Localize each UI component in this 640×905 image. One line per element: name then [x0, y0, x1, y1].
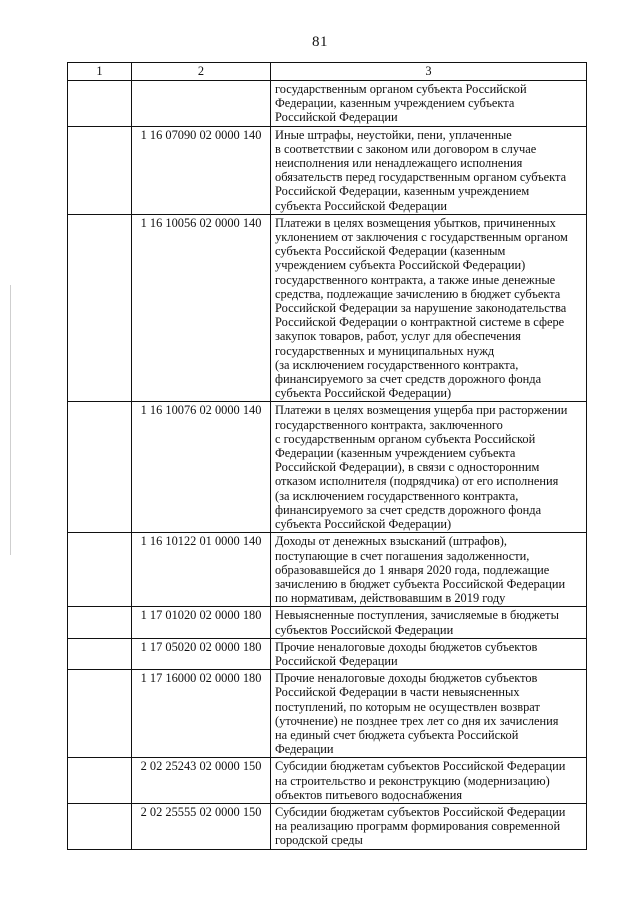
description-line: Российской Федерации за нарушение законодательства	[275, 301, 567, 316]
description-line: Федерации (казенным учреждением субъекта	[275, 446, 516, 461]
table-row	[68, 638, 587, 669]
description-line: государственным органом субъекта Российской	[275, 82, 527, 96]
revenue-description	[271, 638, 587, 669]
row-col-1	[68, 402, 132, 533]
row-col-1	[68, 670, 132, 758]
table-row	[68, 607, 587, 638]
revenue-code: 1 17 16000 02 0000 180	[132, 670, 271, 758]
description-line: Иные штрафы, неустойки, пени, уплаченные	[275, 127, 512, 142]
revenue-description	[271, 803, 587, 849]
description-line: субъектов Российской Федерации	[275, 622, 454, 637]
revenue-code: 1 17 01020 02 0000 180	[132, 607, 271, 638]
description-line: Субсидии бюджетам субъектов Российской Федерации	[275, 804, 566, 819]
page-number: 81	[312, 34, 328, 50]
scan-edge-mark	[10, 285, 11, 555]
description-line: Российской Федерации в части невыясненных	[275, 685, 520, 700]
header-col-2: 2	[132, 63, 271, 81]
revenue-description	[271, 214, 587, 402]
revenue-code: 1 16 10122 01 0000 140	[132, 533, 271, 607]
description-line: Прочие неналоговые доходы бюджетов субъектов	[275, 639, 538, 654]
description-line: поступающие в счет погашения задолженности,	[275, 548, 530, 563]
description-line: Российской Федерации), в связи с односторонним	[275, 460, 540, 475]
table-row	[68, 402, 587, 533]
revenue-code: 2 02 25243 02 0000 150	[132, 758, 271, 804]
description-line: Невыясненные поступления, зачисляемые в бюджеты	[275, 608, 559, 623]
description-line: Платежи в целях возмещения ущерба при расторжении	[275, 403, 568, 418]
description-line: обязательств перед государственным органом субъекта	[275, 170, 567, 185]
description-line: государственного контракта, а также иные денежные	[275, 272, 556, 287]
description-line: субъекта Российской Федерации	[275, 198, 447, 213]
revenue-description	[271, 670, 587, 758]
description-line: средства, подлежащие зачислению в бюджет субъекта	[275, 286, 561, 301]
revenue-codes-table	[67, 62, 587, 850]
row-col-1	[68, 607, 132, 638]
description-line: городской среды	[275, 833, 363, 848]
revenue-code: 1 16 10076 02 0000 140	[132, 402, 271, 533]
description-line: Платежи в целях возмещения убытков, причиненных	[275, 215, 556, 230]
description-line: поступлений, по которым не осуществлен возврат	[275, 699, 540, 714]
description-line: Прочие неналоговые доходы бюджетов субъектов	[275, 671, 538, 686]
table-row	[68, 533, 587, 607]
row-col-1	[68, 803, 132, 849]
table-row	[68, 803, 587, 849]
description-line: финансируемого за счет средств дорожного фонда	[275, 502, 542, 517]
description-line: субъекта Российской Федерации (казенным	[275, 244, 506, 259]
description-line: в соответствии с законом или договором в случае	[275, 141, 537, 156]
description-line: государственных и муниципальных нужд	[275, 343, 495, 358]
row-col-1	[68, 214, 132, 402]
description-line: неисполнения или ненадлежащего исполнения	[275, 156, 523, 171]
table-row	[68, 670, 587, 758]
description-line: (уточнение) не позднее трех лет со дня их зачисления	[275, 713, 559, 728]
row-col-1	[68, 533, 132, 607]
table-row	[68, 214, 587, 402]
description-line: с государственным органом субъекта Российской	[275, 431, 536, 446]
revenue-code: 1 16 07090 02 0000 140	[132, 126, 271, 214]
revenue-description	[271, 533, 587, 607]
description-line: (за исключением государственного контракта,	[275, 357, 519, 372]
description-line: Российской Федерации	[275, 653, 398, 668]
row-col-1	[68, 81, 132, 127]
revenue-description	[271, 402, 587, 533]
description-line: уклонением от заключения с государственным органом	[275, 230, 568, 245]
description-line: Российской Федерации, казенным учреждением	[275, 184, 530, 199]
description-line: Российской Федерации о контрактной системе в сфере	[275, 315, 565, 330]
description-line: Федерации, казенным учреждением субъекта	[275, 96, 515, 111]
description-line: объектов питьевого водоснабжения	[275, 787, 463, 802]
description-line: Федерации	[275, 742, 334, 757]
table-row	[68, 81, 587, 127]
description-line: субъекта Российской Федерации)	[275, 386, 452, 401]
description-line: субъекта Российской Федерации)	[275, 517, 452, 532]
revenue-description	[271, 607, 587, 638]
table-row	[68, 126, 587, 214]
revenue-code: 1 17 05020 02 0000 180	[132, 638, 271, 669]
description-line: учреждением субъекта Российской Федерации)	[275, 258, 526, 273]
description-line: зачислению в бюджет субъекта Российской Федерации	[275, 576, 566, 591]
header-col-1: 1	[68, 63, 132, 81]
description-line: на единый счет бюджета субъекта Российской	[275, 727, 519, 742]
description-line: по нормативам, действовавшим в 2019 году	[275, 591, 506, 606]
row-col-1	[68, 758, 132, 804]
description-line: отказом исполнителя (подрядчика) от его исполнения	[275, 474, 559, 489]
revenue-code: 1 16 10056 02 0000 140	[132, 214, 271, 402]
row-col-1	[68, 638, 132, 669]
revenue-code: 2 02 25555 02 0000 150	[132, 803, 271, 849]
description-line: Субсидии бюджетам субъектов Российской Федерации	[275, 759, 566, 774]
description-line: (за исключением государственного контракта,	[275, 488, 519, 503]
description-line: на реализацию программ формирования современной	[275, 819, 561, 834]
description-line: Доходы от денежных взысканий (штрафов),	[275, 534, 508, 549]
table-row	[68, 758, 587, 804]
revenue-description	[271, 81, 587, 127]
revenue-description	[271, 126, 587, 214]
revenue-description	[271, 758, 587, 804]
description-line: государственного контракта, заключенного	[275, 417, 503, 432]
row-col-1	[68, 126, 132, 214]
description-line: финансируемого за счет средств дорожного фонда	[275, 372, 542, 387]
header-col-3: 3	[271, 63, 587, 81]
description-line: закупок товаров, работ, услуг для обеспечения	[275, 329, 521, 344]
table-header-row	[68, 63, 587, 81]
revenue-code	[132, 81, 271, 127]
description-line: образовавшейся до 1 января 2020 года, подлежащие	[275, 562, 550, 577]
description-line: Российской Федерации	[275, 110, 398, 125]
description-line: на строительство и реконструкцию (модернизацию)	[275, 773, 550, 788]
